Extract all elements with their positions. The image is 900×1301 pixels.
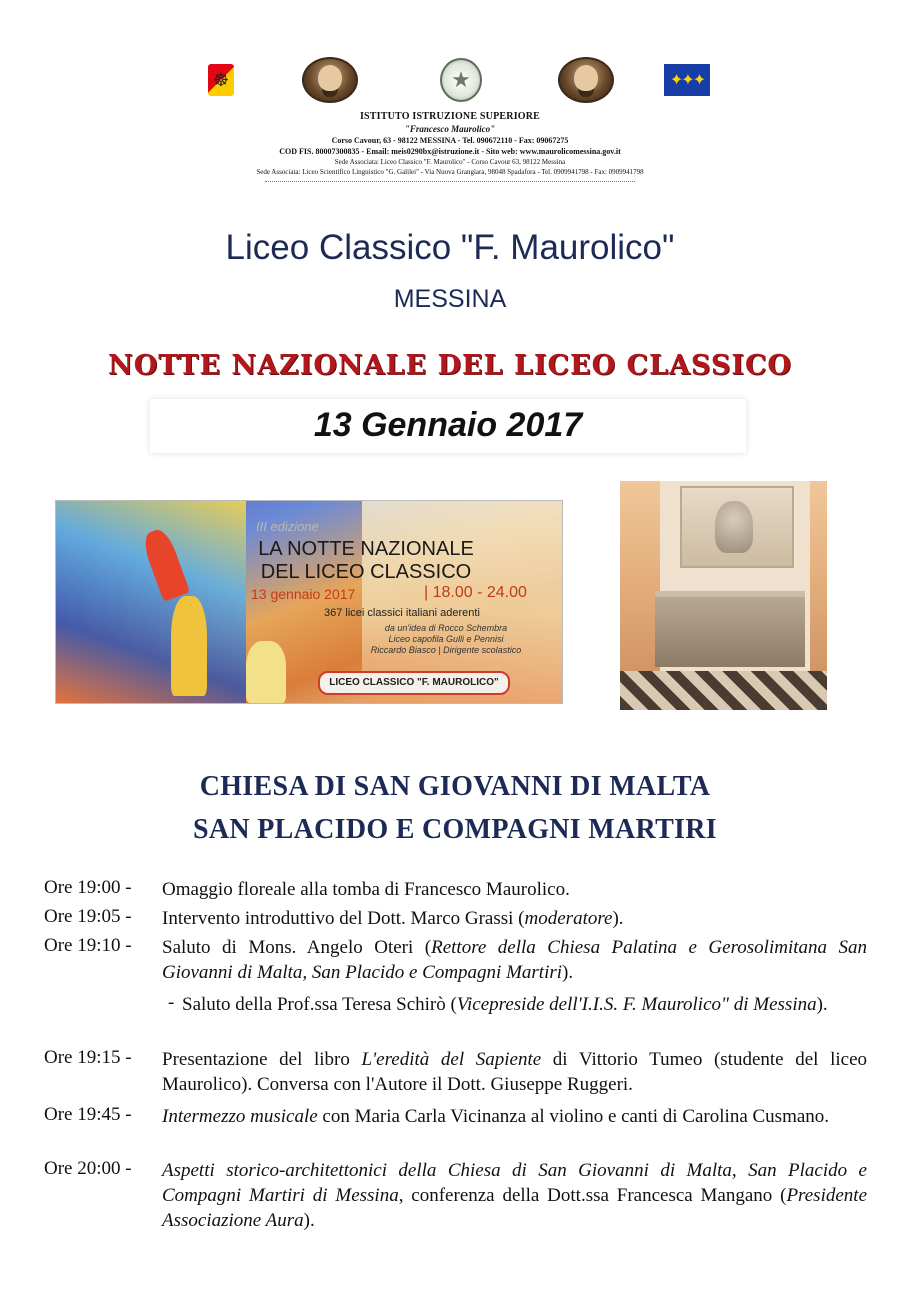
program-text: , conferenza della Dott.ssa Francesca Mangano ( — [398, 1185, 787, 1206]
program-desc — [162, 906, 867, 931]
banner-participants: 367 licei classici italiani aderenti — [324, 607, 480, 619]
program-desc — [162, 1047, 867, 1097]
banner-idea: da un'idea di Rocco Schembra — [384, 623, 508, 633]
program-time: Ore 19:05 - — [44, 906, 132, 927]
event-date: 13 Gennaio 2017 — [313, 406, 583, 444]
institute-codes: COD FIS. 80007300835 - Email: meis0290bx@istruzione.it - Sito web: www.maurolicomessina.gov.it — [279, 147, 621, 156]
banner-time: | 18.00 - 24.00 — [424, 584, 527, 601]
program-text: ). — [303, 1210, 315, 1231]
italian-republic-emblem — [440, 60, 482, 100]
trinacria-icon: ☸ — [208, 64, 234, 96]
event-title: NOTTE NAZIONALE DEL LICEO CLASSICO — [108, 350, 792, 381]
institute-name: "Francesco Maurolico" — [404, 124, 496, 134]
banner-credits — [336, 623, 556, 656]
program-text-italic: Rettore della Chiesa Palatina e Gerosolimitana San Giovanni di Malta, San Placido e Compagni Martiri — [162, 937, 867, 983]
venue-line-1: CHIESA DI SAN GIOVANNI DI MALTA — [199, 771, 711, 802]
bust-icon — [715, 501, 753, 553]
program-text: ). — [612, 908, 624, 929]
program-text-italic: Aspetti storico-architettonici della Chiesa di San Giovanni di Malta, San Placido e Compagni Martiri di Messina — [162, 1160, 867, 1206]
program-text-italic: Vicepreside dell'I.I.S. F. Maurolico" di Messina — [456, 994, 817, 1015]
program-time: Ore 19:10 - — [44, 935, 132, 956]
program-time: Ore 19:15 - — [44, 1047, 132, 1068]
school-title: Liceo Classico "F. Maurolico" — [225, 228, 675, 267]
eu-stars-icon: ✦✦✦ — [664, 64, 710, 96]
program-text: Intervento introduttivo del Dott. Marco Grassi ( — [162, 908, 525, 929]
program-text: ). — [562, 962, 574, 983]
galilei-portrait-medal — [558, 60, 614, 100]
banner-lead: Liceo capofila Gulli e Pennisi — [388, 634, 504, 644]
program-desc — [182, 992, 867, 1017]
program-text: Omaggio floreale alla tomba di Francesco Maurolico. — [162, 879, 570, 900]
program-time: Ore 20:00 - — [44, 1158, 132, 1179]
institute-heading: ISTITUTO ISTRUZIONE SUPERIORE — [359, 111, 541, 122]
program-time: Ore 19:00 - — [44, 877, 132, 898]
banner-title-2: DEL LICEO CLASSICO — [260, 561, 472, 583]
associated-site-2: Sede Associata: Liceo Scientifico Linguistico "G. Galilei" - Via Nuova Grangiara, 98048 Spadafora - Tel. 0909941798 - Fax: 0909941798 — [256, 168, 644, 176]
program-time: Ore 19:45 - — [44, 1104, 132, 1125]
program-text-italic: Intermezzo musicale — [162, 1106, 318, 1127]
maurolico-portrait-medal — [302, 60, 358, 100]
institute-address: Corso Cavour, 63 - 98122 MESSINA - Tel. 090672110 - Fax: 09067275 — [331, 136, 569, 145]
program-text-italic: L'eredità del Sapiente — [361, 1049, 542, 1070]
program-desc — [162, 1104, 867, 1129]
program-desc — [162, 1158, 867, 1233]
program-text: Saluto della Prof.ssa Teresa Schirò ( — [182, 994, 457, 1015]
program-text: ). — [816, 994, 828, 1015]
sicily-region-logo — [208, 60, 234, 100]
program-time: - — [168, 992, 175, 1013]
program-desc — [162, 935, 867, 985]
banner-principal: Riccardo Biasco | Dirigente scolastico — [370, 645, 522, 655]
star-icon: ★ — [440, 58, 482, 102]
program-text-italic: Presidente Associazione Aura — [162, 1185, 867, 1231]
city-title: MESSINA — [393, 285, 507, 313]
banner-edition: III edizione — [256, 519, 319, 534]
banner-date: 13 gennaio 2017 — [251, 586, 356, 602]
program-text: con Maria Carla Vicinanza al violino e canti di Carolina Cusmano. — [317, 1106, 830, 1127]
program-text-italic: moderatore — [524, 908, 613, 929]
banner-title-1: LA NOTTE NAZIONALE — [258, 538, 474, 560]
program-text: di Vittorio Tumeo (studente del liceo Maurolico). Conversa con l'Autore il Dott. Giuseppe Ruggeri. — [162, 1049, 868, 1095]
program-desc — [162, 877, 867, 902]
associated-site-1: Sede Associata: Liceo Classico "F. Maurolico" - Corso Cavour 63, 98122 Messina — [334, 158, 566, 166]
header-divider — [265, 181, 635, 182]
venue-line-2: SAN PLACIDO E COMPAGNI MARTIRI — [193, 814, 717, 845]
program-text: Saluto di Mons. Angelo Oteri ( — [162, 937, 432, 958]
event-banner-image — [55, 500, 563, 704]
maurolico-tomb-photo — [620, 481, 827, 710]
eu-flag-logo — [664, 60, 710, 100]
banner-school-badge: LICEO CLASSICO "F. MAUROLICO" — [318, 671, 510, 695]
program-text: Presentazione del libro — [162, 1049, 362, 1070]
